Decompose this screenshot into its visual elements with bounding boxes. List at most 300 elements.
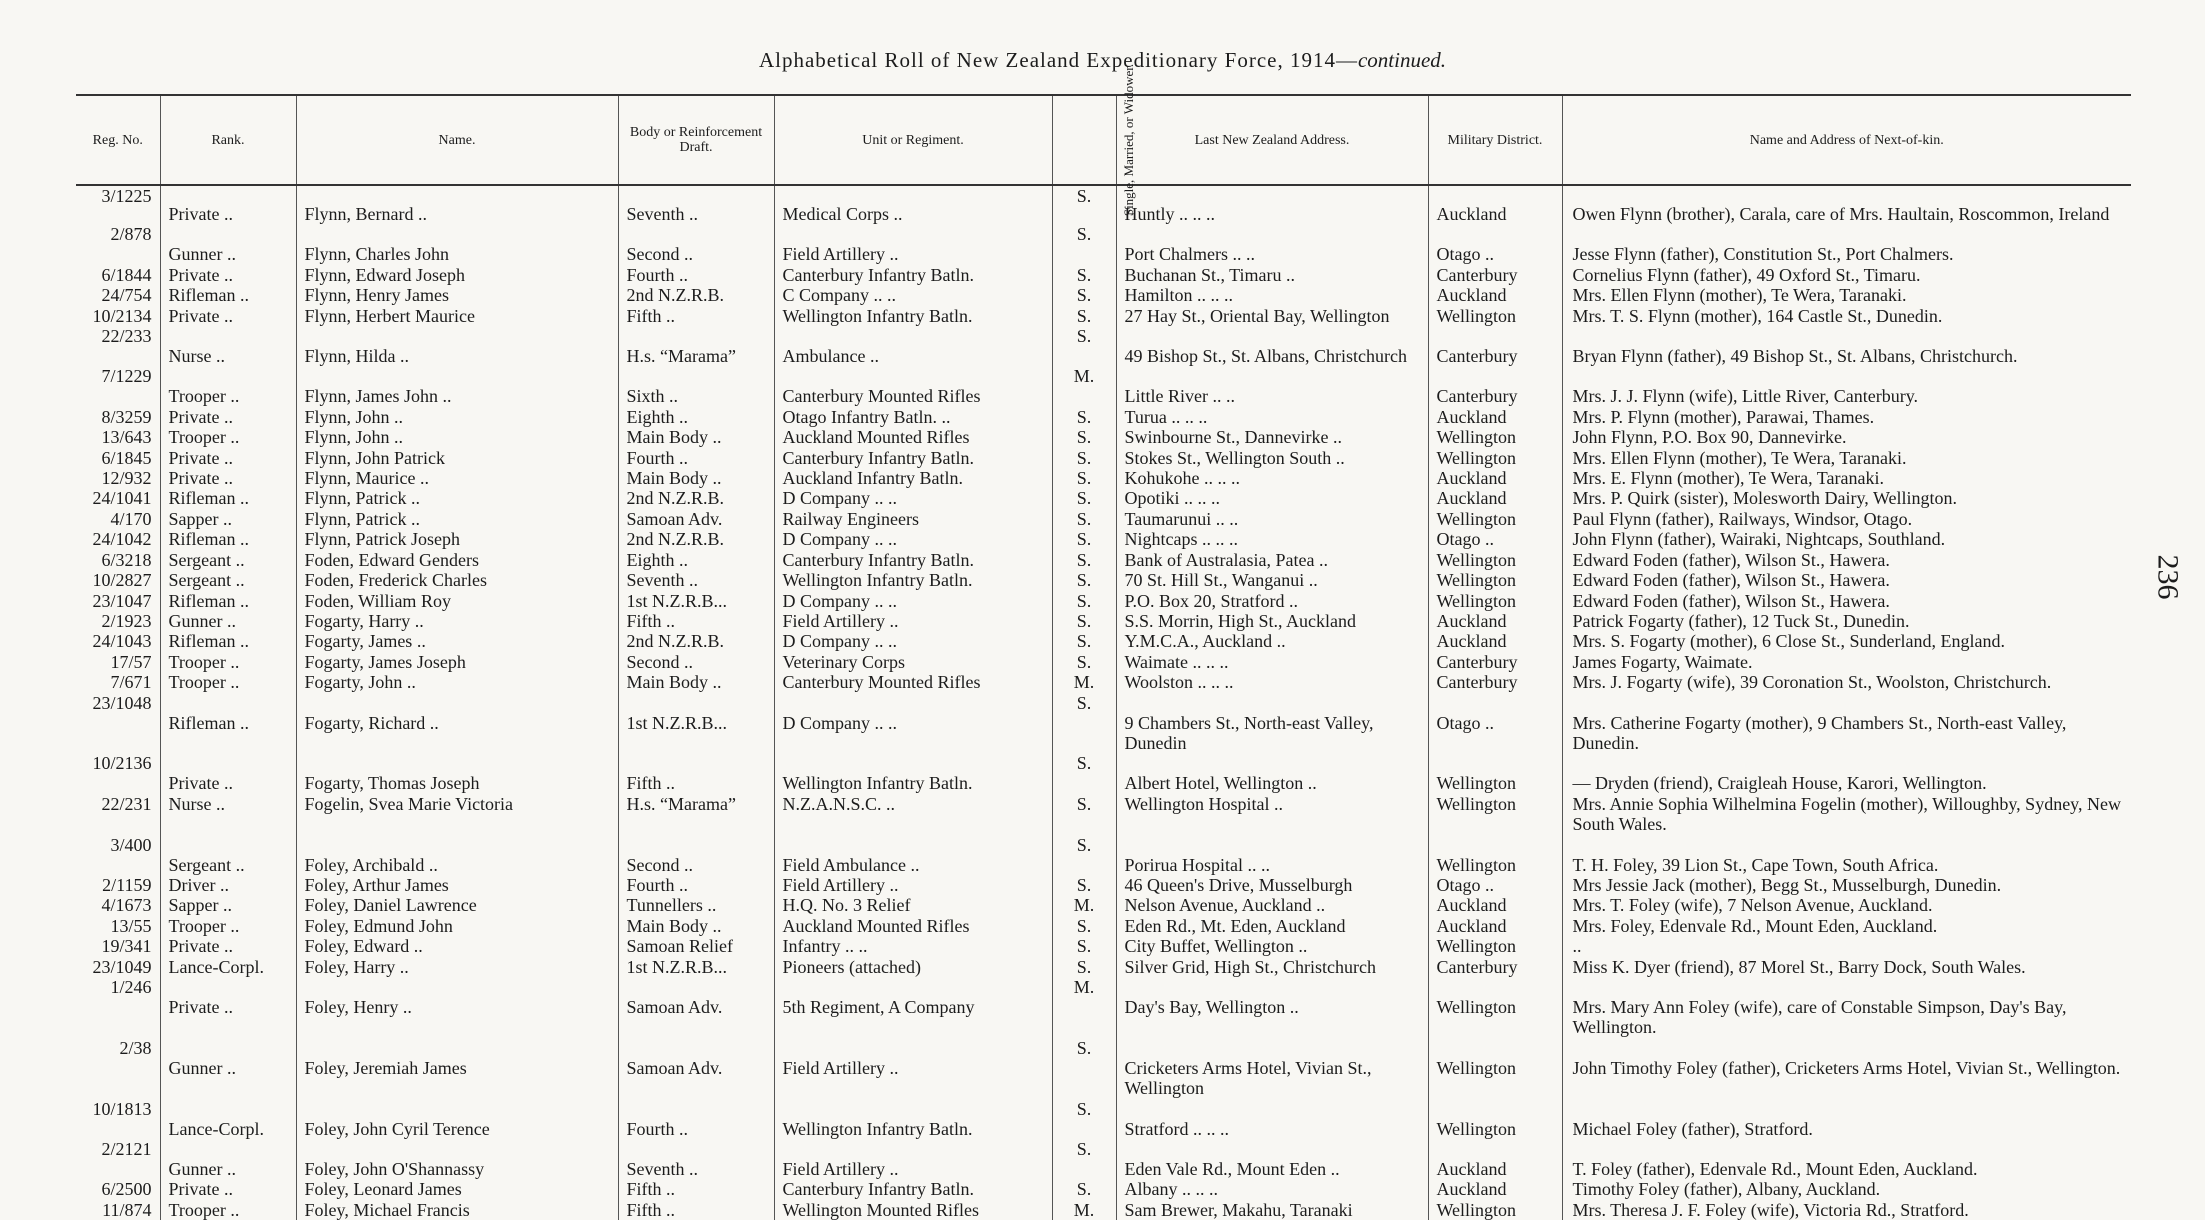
address-cell: City Buffet, Wellington .. [1116,936,1428,956]
body-cell: Samoan Adv. [618,977,774,1038]
unit-cell: H.Q. No. 3 Relief [774,895,1052,915]
name-cell: Fogarty, James Joseph [296,652,618,672]
unit-cell: 5th Regiment, A Company [774,977,1052,1038]
body-cell: Eighth .. [618,407,774,427]
district-cell: Wellington [1428,1099,1562,1139]
status-cell: S. [1052,407,1116,427]
table-row [76,550,2131,570]
reg-no-cell: 6/3218 [101,549,152,570]
name-cell: Foley, Edward .. [296,936,618,956]
table-row [76,326,2131,366]
status-cell: S. [1052,427,1116,447]
body-cell: Main Body .. [618,672,774,692]
unit-cell: Otago Infantry Batln. .. [774,407,1052,427]
status-cell: S. [1052,631,1116,651]
status-cell: S. [1052,1139,1116,1179]
address-cell: Albany .. .. .. [1116,1179,1428,1199]
unit-cell: Auckland Mounted Rifles [774,916,1052,936]
rank-cell: Private .. [160,265,296,285]
district-cell: Auckland [1428,185,1562,224]
address-cell: Opotiki .. .. .. [1116,488,1428,508]
name-cell: Flynn, Hilda .. [296,326,618,366]
header-row [76,95,2131,185]
next-of-kin-cell: Mrs. Ellen Flynn (mother), Te Wera, Taranaki. [1562,448,2131,468]
address-cell: Port Chalmers .. .. [1116,224,1428,264]
address-cell: Silver Grid, High St., Christchurch [1116,957,1428,977]
table-row [76,529,2131,549]
rank-cell: Rifleman .. [160,529,296,549]
address-cell: 70 St. Hill St., Wanganui .. [1116,570,1428,590]
table-row [76,936,2131,956]
address-cell: Little River .. .. [1116,366,1428,406]
reg-no-cell: 19/341 [101,936,152,957]
table-row [76,875,2131,895]
district-cell: Wellington [1428,509,1562,529]
next-of-kin-cell: T. Foley (father), Edenvale Rd., Mount Eden, Auckland. [1562,1139,2131,1179]
status-cell: S. [1052,265,1116,285]
reg-no-cell: 6/1845 [101,447,152,468]
reg-no-cell: 22/231 [101,793,152,814]
status-cell: S. [1052,611,1116,631]
next-of-kin-cell: Mrs. P. Flynn (mother), Parawai, Thames. [1562,407,2131,427]
address-cell: Eden Rd., Mt. Eden, Auckland [1116,916,1428,936]
name-cell: Fogarty, Harry .. [296,611,618,631]
table-row [76,185,2131,224]
name-cell: Foden, Frederick Charles [296,570,618,590]
unit-cell: Railway Engineers [774,509,1052,529]
body-cell: Tunnellers .. [618,895,774,915]
name-cell: Flynn, Bernard .. [296,185,618,224]
header-unit: Unit or Regiment. [774,95,1052,185]
reg-no-cell: 23/1049 [92,956,152,977]
district-cell: Canterbury [1428,366,1562,406]
name-cell: Foley, Daniel Lawrence [296,895,618,915]
reg-no-cell: 24/1041 [92,488,152,509]
next-of-kin-cell: Mrs. T. Foley (wife), 7 Nelson Avenue, Auckland. [1562,895,2131,915]
reg-no-cell: 17/57 [110,651,152,672]
rank-cell: Gunner .. [160,224,296,264]
table-row [76,427,2131,447]
name-cell: Flynn, John .. [296,427,618,447]
rank-cell: Private .. [160,185,296,224]
table-row [76,265,2131,285]
address-cell: Bank of Australasia, Patea .. [1116,550,1428,570]
status-cell: M. [1052,672,1116,692]
unit-cell: Wellington Infantry Batln. [774,1099,1052,1139]
next-of-kin-cell: Paul Flynn (father), Railways, Windsor, Otago. [1562,509,2131,529]
name-cell: Foley, Arthur James [296,875,618,895]
status-cell: S. [1052,550,1116,570]
reg-no-cell: 10/2827 [92,570,152,591]
next-of-kin-cell: Miss K. Dyer (friend), 87 Morel St., Barry Dock, South Wales. [1562,957,2131,977]
body-cell: Seventh .. [618,1139,774,1179]
district-cell: Auckland [1428,1139,1562,1179]
table-row [76,916,2131,936]
table-row [76,285,2131,305]
rank-cell: Sergeant .. [160,835,296,875]
status-cell: S. [1052,570,1116,590]
status-cell: S. [1052,509,1116,529]
next-of-kin-cell: Edward Foden (father), Wilson St., Hawera. [1562,591,2131,611]
district-cell: Wellington [1428,448,1562,468]
unit-cell: Field Artillery .. [774,1139,1052,1179]
reg-no-cell: 4/170 [110,508,152,529]
reg-no-cell: 12/932 [101,468,152,489]
body-cell: 2nd N.Z.R.B. [618,631,774,651]
rank-cell: Trooper .. [160,652,296,672]
table-row [76,488,2131,508]
unit-cell: Canterbury Infantry Batln. [774,1179,1052,1199]
body-cell: Eighth .. [618,550,774,570]
rank-cell: Trooper .. [160,366,296,406]
next-of-kin-cell: Mrs. Ellen Flynn (mother), Te Wera, Taranaki. [1562,285,2131,305]
status-cell: S. [1052,693,1116,754]
next-of-kin-cell: — Dryden (friend), Craigleah House, Karori, Wellington. [1562,753,2131,793]
district-cell: Wellington [1428,753,1562,793]
rank-cell: Rifleman .. [160,591,296,611]
district-cell: Canterbury [1428,265,1562,285]
rank-cell: Sergeant .. [160,550,296,570]
reg-no-cell: 11/874 [102,1199,152,1220]
district-cell: Auckland [1428,895,1562,915]
next-of-kin-cell: Mrs. J. J. Flynn (wife), Little River, Canterbury. [1562,366,2131,406]
rank-cell: Nurse .. [160,794,296,835]
name-cell: Foley, John O'Shannassy [296,1139,618,1179]
name-cell: Flynn, Edward Joseph [296,265,618,285]
rank-cell: Rifleman .. [160,631,296,651]
table-row [76,591,2131,611]
name-cell: Foley, Edmund John [296,916,618,936]
next-of-kin-cell: John Timothy Foley (father), Cricketers Arms Hotel, Vivian St., Wellington. [1562,1038,2131,1099]
name-cell: Foley, Michael Francis [296,1200,618,1220]
table-row [76,693,2131,754]
district-cell: Auckland [1428,407,1562,427]
table-row [76,611,2131,631]
body-cell: 1st N.Z.R.B... [618,957,774,977]
district-cell: Wellington [1428,306,1562,326]
status-cell: S. [1052,529,1116,549]
district-cell: Auckland [1428,285,1562,305]
next-of-kin-cell: John Flynn (father), Wairaki, Nightcaps, Southland. [1562,529,2131,549]
unit-cell: Canterbury Infantry Batln. [774,265,1052,285]
district-cell: Auckland [1428,1179,1562,1199]
name-cell: Flynn, Patrick Joseph [296,529,618,549]
address-cell: Wellington Hospital .. [1116,794,1428,835]
unit-cell: Wellington Infantry Batln. [774,306,1052,326]
district-cell: Wellington [1428,1038,1562,1099]
table-row [76,957,2131,977]
district-cell: Otago .. [1428,875,1562,895]
status-cell: S. [1052,326,1116,366]
unit-cell: Field Artillery .. [774,1038,1052,1099]
name-cell: Fogarty, Thomas Joseph [296,753,618,793]
header-next-of-kin: Name and Address of Next-of-kin. [1562,95,2131,185]
rank-cell: Trooper .. [160,1200,296,1220]
table-row [76,448,2131,468]
reg-no-cell: 2/38 [119,1037,152,1058]
table-row [76,794,2131,835]
unit-cell: D Company .. .. [774,631,1052,651]
table-row [76,1139,2131,1179]
body-cell: Fourth .. [618,265,774,285]
name-cell: Fogarty, James .. [296,631,618,651]
name-cell: Flynn, John Patrick [296,448,618,468]
next-of-kin-cell: Mrs. S. Fogarty (mother), 6 Close St., Sunderland, England. [1562,631,2131,651]
table-row [76,509,2131,529]
roll-body [76,185,2131,1220]
reg-no-cell: 24/1042 [92,529,152,550]
district-cell: Auckland [1428,488,1562,508]
address-cell: Albert Hotel, Wellington .. [1116,753,1428,793]
next-of-kin-cell: Mrs. P. Quirk (sister), Molesworth Dairy, Wellington. [1562,488,2131,508]
body-cell: Samoan Adv. [618,509,774,529]
district-cell: Canterbury [1428,957,1562,977]
address-cell: Stokes St., Wellington South .. [1116,448,1428,468]
status-cell: S. [1052,1179,1116,1199]
rank-cell: Trooper .. [160,427,296,447]
rank-cell: Private .. [160,448,296,468]
body-cell: 1st N.Z.R.B... [618,591,774,611]
rank-cell: Rifleman .. [160,285,296,305]
rank-cell: Sapper .. [160,509,296,529]
rank-cell: Gunner .. [160,1139,296,1179]
reg-no-cell: 10/2134 [92,305,152,326]
address-cell: Buchanan St., Timaru .. [1116,265,1428,285]
next-of-kin-cell: Mrs. Mary Ann Foley (wife), care of Constable Simpson, Day's Bay, Wellington. [1562,977,2131,1038]
name-cell: Flynn, Charles John [296,224,618,264]
next-of-kin-cell: Timothy Foley (father), Albany, Auckland. [1562,1179,2131,1199]
district-cell: Wellington [1428,794,1562,835]
title-main: Alphabetical Roll of New Zealand Expeditionary Force, 1914— [758,48,1358,72]
address-cell: Y.M.C.A., Auckland .. [1116,631,1428,651]
status-cell: S. [1052,1099,1116,1139]
reg-no-cell: 2/2121 [101,1139,152,1160]
district-cell: Wellington [1428,977,1562,1038]
unit-cell: Ambulance .. [774,326,1052,366]
address-cell: 27 Hay St., Oriental Bay, Wellington [1116,306,1428,326]
next-of-kin-cell: Patrick Fogarty (father), 12 Tuck St., Dunedin. [1562,611,2131,631]
reg-no-cell: 8/3259 [101,406,152,427]
status-cell: M. [1052,895,1116,915]
status-cell: S. [1052,875,1116,895]
next-of-kin-cell: James Fogarty, Waimate. [1562,652,2131,672]
title-continued: continued. [1357,48,1447,72]
unit-cell: Wellington Mounted Rifles [774,1200,1052,1220]
rank-cell: Gunner .. [160,1038,296,1099]
reg-no-cell: 24/1043 [92,631,152,652]
body-cell: Fourth .. [618,1099,774,1139]
unit-cell: D Company .. .. [774,488,1052,508]
unit-cell: Auckland Infantry Batln. [774,468,1052,488]
unit-cell: Veterinary Corps [774,652,1052,672]
status-cell: S. [1052,448,1116,468]
table-row [76,1099,2131,1139]
district-cell: Wellington [1428,570,1562,590]
next-of-kin-cell: Mrs. E. Flynn (mother), Te Wera, Taranaki. [1562,468,2131,488]
rank-cell: Trooper .. [160,916,296,936]
next-of-kin-cell: Edward Foden (father), Wilson St., Hawera. [1562,570,2131,590]
address-cell: Taumarunui .. .. [1116,509,1428,529]
status-cell: S. [1052,753,1116,793]
body-cell: Main Body .. [618,427,774,447]
header-reg-no: Reg. No. [76,95,160,185]
address-cell: Waimate .. .. .. [1116,652,1428,672]
name-cell: Foden, Edward Genders [296,550,618,570]
unit-cell: Canterbury Infantry Batln. [774,448,1052,468]
status-cell: M. [1052,977,1116,1038]
address-cell: Hamilton .. .. .. [1116,285,1428,305]
body-cell: Fifth .. [618,1200,774,1220]
address-cell: Kohukohe .. .. .. [1116,468,1428,488]
reg-no-cell: 23/1047 [92,590,152,611]
district-cell: Canterbury [1428,326,1562,366]
table-row [76,895,2131,915]
status-cell: S. [1052,835,1116,875]
address-cell: 9 Chambers St., North-east Valley, Dunedin [1116,693,1428,754]
address-cell: 49 Bishop St., St. Albans, Christchurch [1116,326,1428,366]
header-body: Body or Reinforcement Draft. [618,95,774,185]
name-cell: Flynn, Henry James [296,285,618,305]
body-cell: Fifth .. [618,753,774,793]
status-cell: S. [1052,468,1116,488]
name-cell: Flynn, Herbert Maurice [296,306,618,326]
reg-no-cell: 22/233 [101,326,152,347]
table-row [76,1179,2131,1199]
header-status-label: Single, Married, or Widower. [1120,63,1136,216]
rank-cell: Sergeant .. [160,570,296,590]
status-cell: M. [1052,1200,1116,1220]
unit-cell: Field Artillery .. [774,875,1052,895]
next-of-kin-cell: John Flynn, P.O. Box 90, Dannevirke. [1562,427,2131,447]
name-cell: Fogelin, Svea Marie Victoria [296,794,618,835]
table-row [76,1200,2131,1220]
name-cell: Foley, Archibald .. [296,835,618,875]
district-cell: Auckland [1428,631,1562,651]
rank-cell: Private .. [160,306,296,326]
next-of-kin-cell: Jesse Flynn (father), Constitution St., Port Chalmers. [1562,224,2131,264]
district-cell: Otago .. [1428,224,1562,264]
status-cell: S. [1052,957,1116,977]
table-row [76,407,2131,427]
status-cell: S. [1052,306,1116,326]
unit-cell: Infantry .. .. [774,936,1052,956]
district-cell: Auckland [1428,916,1562,936]
body-cell: Second .. [618,224,774,264]
district-cell: Auckland [1428,611,1562,631]
unit-cell: Wellington Infantry Batln. [774,753,1052,793]
status-cell: S. [1052,916,1116,936]
body-cell: Second .. [618,652,774,672]
table-row [76,1038,2131,1099]
next-of-kin-cell: Mrs. Catherine Fogarty (mother), 9 Chambers St., North-east Valley, Dunedin. [1562,693,2131,754]
name-cell: Flynn, Patrick .. [296,488,618,508]
next-of-kin-cell: Bryan Flynn (father), 49 Bishop St., St. Albans, Christchurch. [1562,326,2131,366]
body-cell: Second .. [618,835,774,875]
body-cell: H.s. “Marama” [618,794,774,835]
name-cell: Foley, John Cyril Terence [296,1099,618,1139]
table-row [76,306,2131,326]
status-cell: S. [1052,652,1116,672]
table-row [76,977,2131,1038]
address-cell: Turua .. .. .. [1116,407,1428,427]
address-cell: 46 Queen's Drive, Musselburgh [1116,875,1428,895]
status-cell: S. [1052,488,1116,508]
body-cell: H.s. “Marama” [618,326,774,366]
header-name: Name. [296,95,618,185]
district-cell: Canterbury [1428,672,1562,692]
address-cell: Swinbourne St., Dannevirke .. [1116,427,1428,447]
address-cell: S.S. Morrin, High St., Auckland [1116,611,1428,631]
address-cell: Nelson Avenue, Auckland .. [1116,895,1428,915]
reg-no-cell: 3/400 [110,834,152,855]
next-of-kin-cell: Edward Foden (father), Wilson St., Hawera. [1562,550,2131,570]
address-cell: P.O. Box 20, Stratford .. [1116,591,1428,611]
name-cell: Flynn, John .. [296,407,618,427]
reg-no-cell: 1/246 [110,977,152,997]
rank-cell: Driver .. [160,875,296,895]
name-cell: Foley, Leonard James [296,1179,618,1199]
unit-cell: Canterbury Mounted Rifles [774,366,1052,406]
unit-cell: Field Artillery .. [774,224,1052,264]
name-cell: Fogarty, John .. [296,672,618,692]
header-address: Last New Zealand Address. [1116,95,1428,185]
name-cell: Foley, Harry .. [296,957,618,977]
body-cell: Fifth .. [618,306,774,326]
district-cell: Wellington [1428,936,1562,956]
rank-cell: Private .. [160,468,296,488]
roll-table [76,63,2131,1220]
unit-cell: D Company .. .. [774,529,1052,549]
district-cell: Otago .. [1428,529,1562,549]
reg-no-cell: 24/754 [101,285,152,306]
body-cell: Main Body .. [618,916,774,936]
next-of-kin-cell: T. H. Foley, 39 Lion St., Cape Town, South Africa. [1562,835,2131,875]
reg-no-cell: 13/55 [110,915,152,936]
rank-cell: Nurse .. [160,326,296,366]
name-cell: Foley, Henry .. [296,977,618,1038]
address-cell: Cricketers Arms Hotel, Vivian St., Wellington [1116,1038,1428,1099]
next-of-kin-cell: Owen Flynn (brother), Carala, care of Mrs. Haultain, Roscommon, Ireland [1562,185,2131,224]
table-row [76,570,2131,590]
unit-cell: D Company .. .. [774,693,1052,754]
address-cell: Huntly .. .. .. [1116,185,1428,224]
district-cell: Wellington [1428,550,1562,570]
name-cell: Flynn, James John .. [296,366,618,406]
reg-no-cell: 13/643 [101,427,152,448]
unit-cell: Canterbury Mounted Rifles [774,672,1052,692]
header-rank: Rank. [160,95,296,185]
address-cell: Sam Brewer, Makahu, Taranaki [1116,1200,1428,1220]
next-of-kin-cell: Mrs. Annie Sophia Wilhelmina Fogelin (mother), Willoughby, Sydney, New South Wales. [1562,794,2131,835]
unit-cell: Pioneers (attached) [774,957,1052,977]
body-cell: Fifth .. [618,611,774,631]
rank-cell: Private .. [160,1179,296,1199]
district-cell: Wellington [1428,1200,1562,1220]
header-status [1052,63,1136,216]
rank-cell: Lance-Corpl. [160,1099,296,1139]
address-cell: Porirua Hospital .. .. [1116,835,1428,875]
next-of-kin-cell: Mrs. Foley, Edenvale Rd., Mount Eden, Auckland. [1562,916,2131,936]
rank-cell: Rifleman .. [160,488,296,508]
unit-cell: Auckland Mounted Rifles [774,427,1052,447]
rank-cell: Rifleman .. [160,693,296,754]
body-cell: Samoan Relief [618,936,774,956]
rank-cell: Private .. [160,936,296,956]
district-cell: Otago .. [1428,693,1562,754]
address-cell: Stratford .. .. .. [1116,1099,1428,1139]
unit-cell: D Company .. .. [774,591,1052,611]
status-cell: S. [1052,936,1116,956]
